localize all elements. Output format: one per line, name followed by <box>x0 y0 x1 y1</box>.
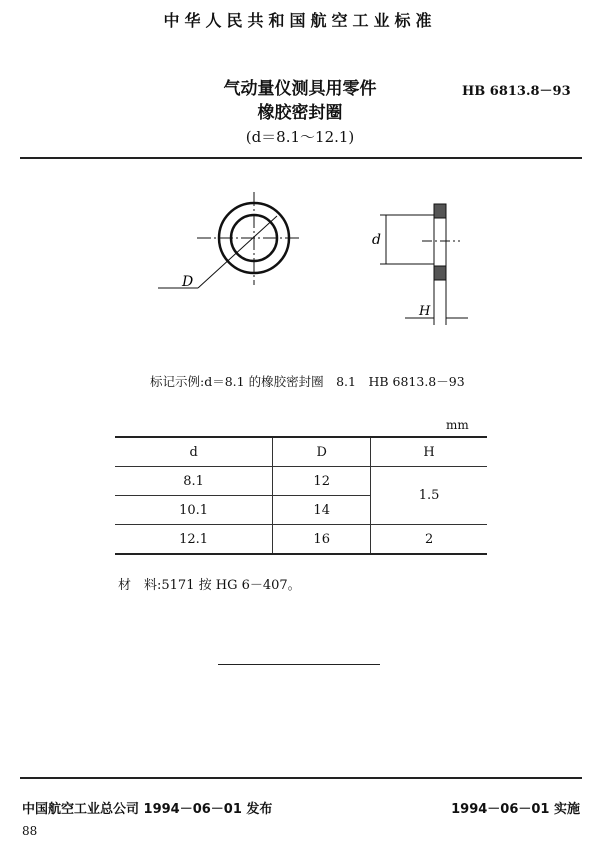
unit-label: mm <box>446 418 469 432</box>
cell-H: 1.5 <box>371 467 487 525</box>
material-note: 材 料:5171 按 HG 6－407。 <box>118 578 301 593</box>
footer-divider <box>20 777 582 779</box>
standard-code: HB 6813.8－93 <box>462 84 571 99</box>
header-divider <box>20 157 582 159</box>
issue-date: 中国航空工业总公司 1994－06－01 发布 <box>22 802 273 817</box>
header-H: H <box>371 437 487 467</box>
cell-D: 12 <box>273 467 371 496</box>
D-leader <box>198 216 277 288</box>
section-bottom <box>434 266 446 280</box>
header-D: D <box>273 437 371 467</box>
page-number: 88 <box>22 824 38 838</box>
cell-D: 14 <box>273 496 371 525</box>
cell-d: 12.1 <box>115 525 273 555</box>
cell-H: 2 <box>371 525 487 555</box>
table-row <box>115 525 487 555</box>
cell-D: 16 <box>273 525 371 555</box>
cell-d: 8.1 <box>115 467 273 496</box>
table-row <box>115 467 487 496</box>
section-top <box>434 204 446 218</box>
effective-date: 1994－06－01 实施 <box>451 802 580 817</box>
title-line2: 橡胶密封圈 <box>257 103 343 123</box>
title-range: (d＝8.1～12.1) <box>245 128 355 146</box>
title-line1: 气动量仪测具用零件 <box>223 79 377 99</box>
table-header-row <box>115 437 487 467</box>
seal-drawing <box>140 180 480 330</box>
dimension-table <box>115 436 487 555</box>
end-line <box>218 664 380 665</box>
marking-example: 标记示例:d＝8.1 的橡胶密封圈 8.1 HB 6813.8－93 <box>150 374 465 389</box>
label-H: H <box>419 304 431 319</box>
header-d: d <box>115 437 273 467</box>
cell-d: 10.1 <box>115 496 273 525</box>
standard-header: 中华人民共和国航空工业标准 <box>163 11 437 30</box>
label-d: d <box>372 232 381 248</box>
label-D: D <box>182 274 194 290</box>
